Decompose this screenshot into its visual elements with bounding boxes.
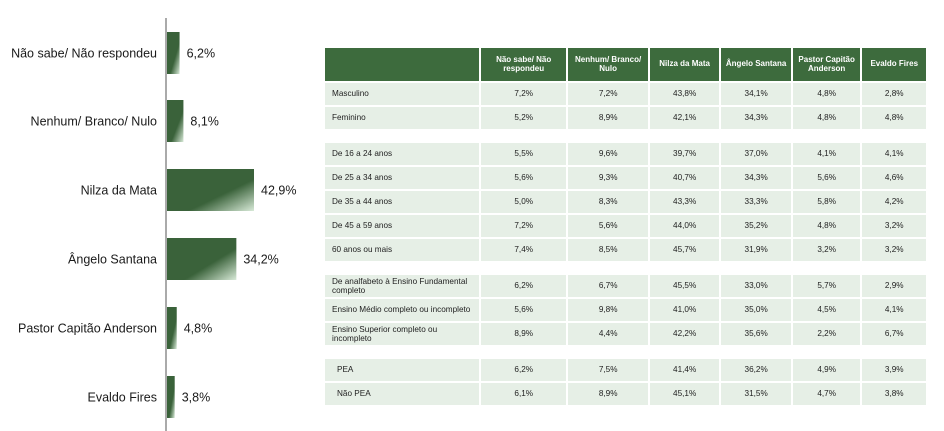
table-cell: 37,0%: [721, 143, 791, 165]
table-cell: 5,0%: [481, 191, 566, 213]
table-cell: 4,9%: [793, 359, 861, 381]
category-label: Nilza da Mata: [80, 183, 157, 198]
table-cell: 8,9%: [481, 323, 566, 345]
bar: [167, 307, 177, 349]
row-label: De 45 a 59 anos: [325, 215, 479, 237]
table-cell: 9,6%: [568, 143, 647, 165]
table-cell: 41,0%: [650, 299, 720, 321]
data-label: 42,9%: [261, 183, 297, 198]
data-label: 8,1%: [190, 114, 219, 129]
table-cell: 4,7%: [793, 383, 861, 405]
table-cell: 39,7%: [650, 143, 720, 165]
table-row: [325, 299, 926, 321]
table-cell: 9,3%: [568, 167, 647, 189]
table-cell: 3,2%: [862, 239, 926, 261]
data-label: 3,8%: [181, 390, 211, 405]
table-cell: 44,0%: [650, 215, 720, 237]
table-cell: 33,0%: [721, 275, 791, 297]
table-cell: 35,6%: [721, 323, 791, 345]
table-row: [325, 275, 926, 297]
table-cell: 5,6%: [481, 299, 566, 321]
column-header: [325, 48, 479, 81]
category-label: Evaldo Fires: [87, 390, 157, 405]
row-label: De 25 a 34 anos: [325, 167, 479, 189]
table-cell: 8,9%: [568, 107, 647, 129]
row-label: Não PEA: [325, 383, 479, 405]
table-cell: 4,8%: [862, 107, 926, 129]
table-cell: 8,3%: [568, 191, 647, 213]
table-cell: 45,1%: [650, 383, 720, 405]
column-header: Nenhum/ Branco/ Nulo: [568, 48, 647, 81]
table-cell: 43,8%: [650, 83, 720, 105]
table-cell: 7,5%: [568, 359, 647, 381]
group-separator: [325, 131, 926, 143]
category-label: Nenhum/ Branco/ Nulo: [30, 114, 157, 129]
table-row: [325, 359, 926, 381]
table-cell: 9,8%: [568, 299, 647, 321]
table-cell: 45,5%: [650, 275, 720, 297]
table-cell: 45,7%: [650, 239, 720, 261]
row-label: 60 anos ou mais: [325, 239, 479, 261]
table-cell: 3,2%: [862, 215, 926, 237]
column-header: Ângelo Santana: [721, 48, 791, 81]
table-cell: 34,3%: [721, 107, 791, 129]
table-cell: 6,7%: [568, 275, 647, 297]
table-cell: 35,0%: [721, 299, 791, 321]
table-cell: 33,3%: [721, 191, 791, 213]
table-cell: 3,9%: [862, 359, 926, 381]
table-cell: 4,8%: [793, 215, 861, 237]
table-cell: 34,3%: [721, 167, 791, 189]
table-cell: 8,5%: [568, 239, 647, 261]
table-cell: 5,6%: [481, 167, 566, 189]
column-header: Evaldo Fires: [862, 48, 926, 81]
table-cell: 6,2%: [481, 275, 566, 297]
row-label: PEA: [325, 359, 479, 381]
row-label: Feminino: [325, 107, 479, 129]
table-cell: 7,2%: [481, 215, 566, 237]
data-label: 4,8%: [183, 321, 213, 336]
table-cell: 31,5%: [721, 383, 791, 405]
table-cell: 4,8%: [793, 83, 861, 105]
table-row: [325, 323, 926, 345]
table-cell: 4,2%: [862, 191, 926, 213]
table-cell: 5,6%: [568, 215, 647, 237]
table-cell: 4,1%: [862, 299, 926, 321]
table-cell: 4,8%: [793, 107, 861, 129]
table-row: [325, 143, 926, 165]
table-cell: 5,5%: [481, 143, 566, 165]
bar: [167, 376, 175, 418]
column-header: Nilza da Mata: [650, 48, 720, 81]
group-separator: [325, 347, 926, 359]
table-row: [325, 239, 926, 261]
table-cell: 4,5%: [793, 299, 861, 321]
table-row: [325, 215, 926, 237]
table-cell: 42,2%: [650, 323, 720, 345]
column-header: Pastor Capitão Anderson: [793, 48, 861, 81]
row-label: Ensino Médio completo ou incompleto: [325, 299, 479, 321]
data-label: 6,2%: [186, 46, 216, 61]
table-cell: 31,9%: [721, 239, 791, 261]
table-cell: 6,7%: [862, 323, 926, 345]
group-separator: [325, 263, 926, 275]
table-cell: 2,2%: [793, 323, 861, 345]
table-cell: 4,6%: [862, 167, 926, 189]
table-cell: 5,2%: [481, 107, 566, 129]
table-cell: 3,2%: [793, 239, 861, 261]
table-cell: 2,9%: [862, 275, 926, 297]
row-label: De analfabeto à Ensino Fundamental completo: [325, 275, 479, 297]
row-label: De 16 a 24 anos: [325, 143, 479, 165]
table-cell: 3,8%: [862, 383, 926, 405]
table-cell: 40,7%: [650, 167, 720, 189]
table-row: [325, 107, 926, 129]
row-label: Masculino: [325, 83, 479, 105]
category-label: Pastor Capitão Anderson: [18, 321, 157, 336]
data-label: 34,2%: [243, 252, 279, 267]
table-cell: 34,1%: [721, 83, 791, 105]
table-row: [325, 167, 926, 189]
table-cell: 43,3%: [650, 191, 720, 213]
table-cell: 8,9%: [568, 383, 647, 405]
table-cell: 5,8%: [793, 191, 861, 213]
category-label: Ângelo Santana: [68, 252, 157, 267]
row-label: Ensino Superior completo ou incompleto: [325, 323, 479, 345]
table-cell: 5,7%: [793, 275, 861, 297]
table-cell: 4,1%: [793, 143, 861, 165]
table-cell: 5,6%: [793, 167, 861, 189]
table-cell: 7,2%: [481, 83, 566, 105]
column-header: Não sabe/ Não respondeu: [481, 48, 566, 81]
table-row: [325, 383, 926, 405]
table-cell: 6,1%: [481, 383, 566, 405]
table-cell: 6,2%: [481, 359, 566, 381]
table-cell: 41,4%: [650, 359, 720, 381]
crosstab-table: [325, 48, 926, 407]
bar-chart: [0, 0, 320, 431]
bar: [167, 238, 236, 280]
table-cell: 35,2%: [721, 215, 791, 237]
table-cell: 7,2%: [568, 83, 647, 105]
table-cell: 36,2%: [721, 359, 791, 381]
row-label: De 35 a 44 anos: [325, 191, 479, 213]
bar: [167, 100, 183, 142]
table-cell: 7,4%: [481, 239, 566, 261]
table-cell: 4,1%: [862, 143, 926, 165]
bar: [167, 169, 254, 211]
table-row: [325, 83, 926, 105]
table-row: [325, 191, 926, 213]
table-header-row: [325, 48, 926, 81]
table-cell: 42,1%: [650, 107, 720, 129]
table-cell: 2,8%: [862, 83, 926, 105]
category-label: Não sabe/ Não respondeu: [11, 46, 157, 61]
bar: [167, 32, 180, 74]
table-cell: 4,4%: [568, 323, 647, 345]
